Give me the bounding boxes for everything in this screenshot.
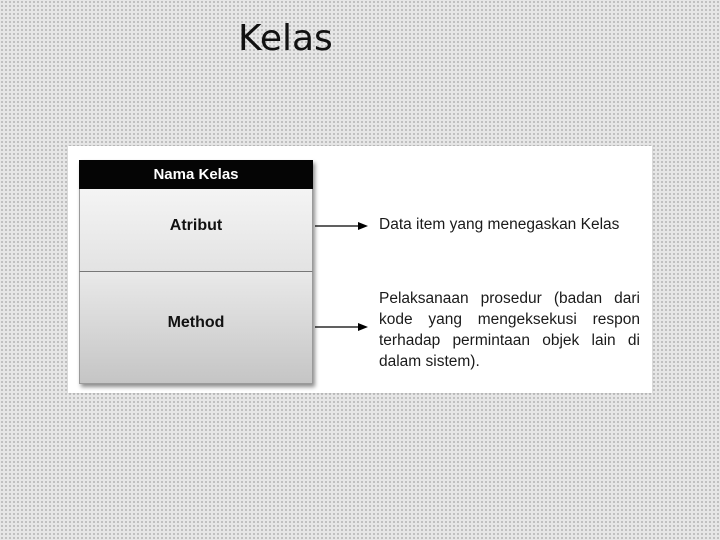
slide-title: Kelas	[238, 18, 333, 59]
method-label: Method	[167, 314, 225, 331]
method-description: Pelaksanaan prosedur (badan dari kode yang mengeksekusi respon terhadap permintaan objek lain di dalam sistem).	[379, 290, 640, 370]
method-arrow	[315, 323, 368, 331]
diagram-panel	[68, 146, 652, 393]
attribute-description: Data item yang menegaskan Kelas	[379, 216, 620, 233]
attribute-arrow	[315, 222, 368, 230]
class-name-header: Nama Kelas	[79, 160, 313, 189]
attribute-label: Atribut	[169, 217, 223, 234]
